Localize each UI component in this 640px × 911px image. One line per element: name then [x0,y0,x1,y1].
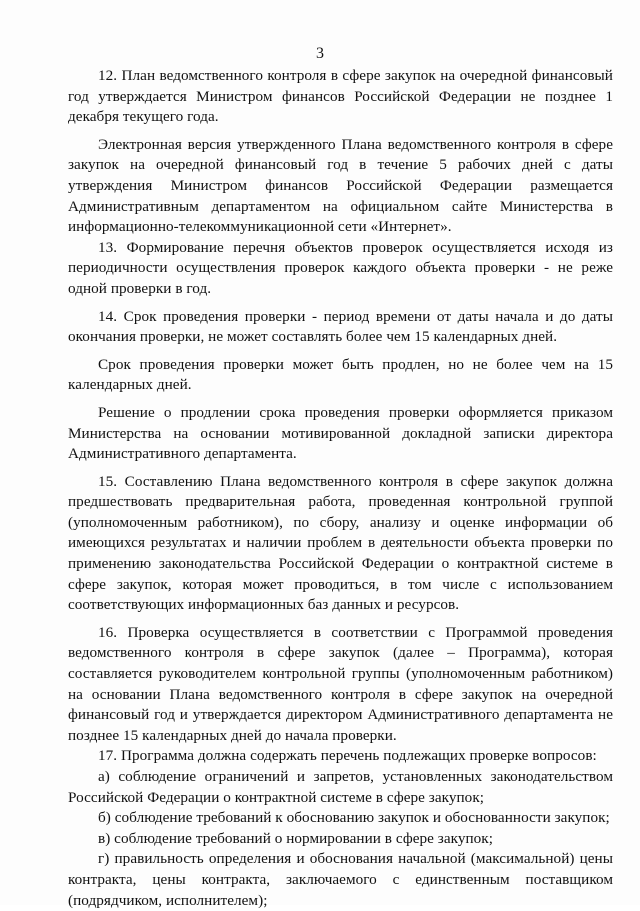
paragraph-16: 16. Проверка осуществляется в соответствии с Программой проведения ведомственного контроля в сфере закупок (далее – Программа), которая составляется руководителем контрольной группы (уполномоченным работником) на основании Плана ведомственного контроля в сфере закупок на очередной финансовый год и утверждается директором Административного департамента не позднее 15 календарных дней до начала проверки. [68,623,613,744]
list-item-17d: г) правильность определения и обоснования начальной (максимальной) цены контракта, цены контракта, заключаемого с единственным поставщиком (подрядчиком, исполнителем); [68,850,613,909]
list-item-17a: а) соблюдение ограничений и запретов, установленных законодательством Российской Федерации о контрактной системе в сфере закупок; [68,768,613,806]
document-body [68,66,613,911]
paragraph-14-extension: Срок проведения проверки может быть продлен, но не более чем на 15 календарных дней. [68,355,613,394]
paragraph-17: 17. Программа должна содержать перечень подлежащих проверке вопросов: [98,747,597,765]
page-number: 3 [316,45,324,62]
paragraph-14-decision: Решение о продлении срока проведения проверки оформляется приказом Министерства на основании мотивированной докладной записки директора Административного департамента. [68,403,613,463]
paragraph-13: 13. Формирование перечня объектов проверок осуществляется исходя из периодичности осуществления проверок каждого объекта проверки - не реже одной проверки в год. [68,238,613,297]
paragraph-14: 14. Срок проведения проверки - период времени от даты начала и до даты окончания проверки, не может составлять более чем 15 календарных дней. [68,307,613,346]
paragraph-12-electronic-version: Электронная версия утвержденного Плана ведомственного контроля в сфере закупок на очередной финансовый год в течение 5 рабочих дней с даты утверждения Министром финансов Российской Федерации размещается Административным департаментом на официальном сайте Министерства в информационно-телекоммуникационной сети «Интернет». [68,135,613,236]
paragraph-15: 15. Составлению Плана ведомственного контроля в сфере закупок должна предшествовать предварительная работа, проведенная контрольной группой (уполномоченным работником), по сбору, анализу и оценке информации об имеющихся результатах и наличии проблем в деятельности объекта проверки по применению законодательства Российской Федерации о контрактной системе в сфере закупок, которая может проводиться, в том числе с использованием соответствующих информационных баз данных и ресурсов. [68,472,613,614]
list-item-17c: в) соблюдение требований о нормировании в сфере закупок; [98,829,494,847]
paragraph-12: 12. План ведомственного контроля в сфере закупок на очередной финансовый год утверждается Министром финансов Российской Федерации не позднее 1 декабря текущего года. [68,67,613,126]
list-item-17b: б) соблюдение требований к обоснованию закупок и обоснованности закупок; [98,809,610,827]
